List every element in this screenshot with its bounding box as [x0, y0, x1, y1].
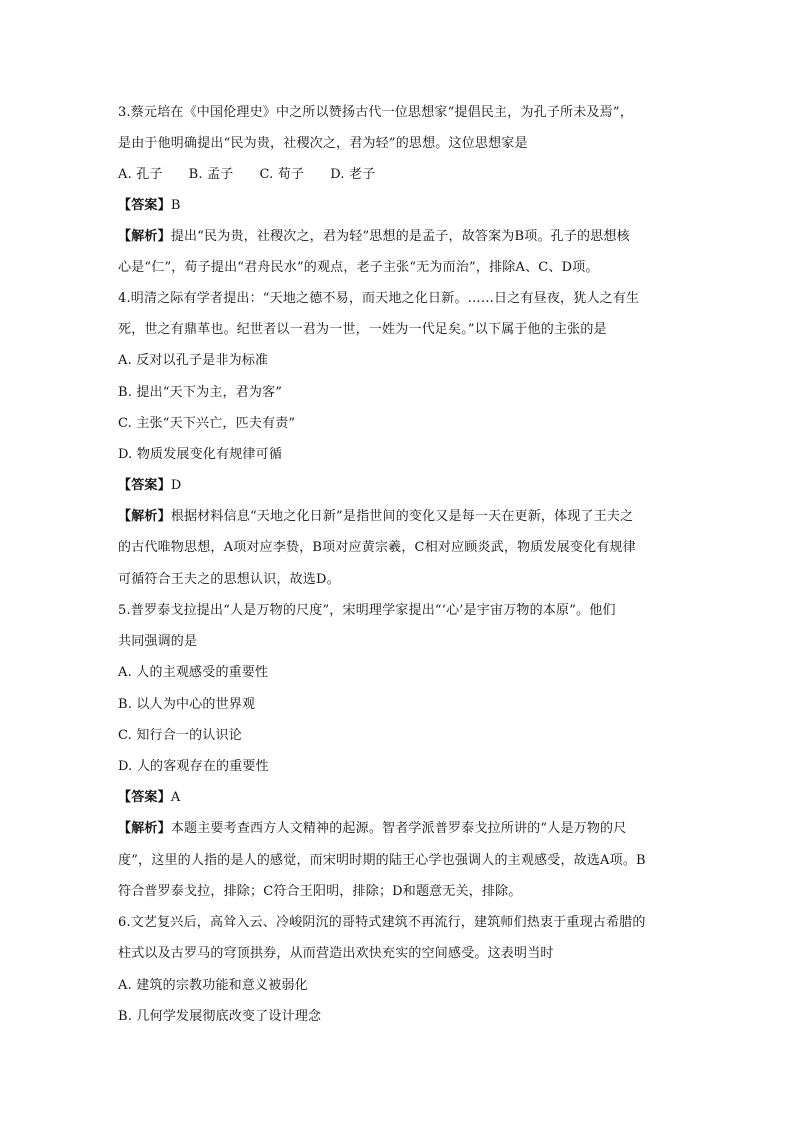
- q4-analysis-line-3: 可循符合王夫之的思想认识，故选D。: [118, 572, 340, 587]
- q4-analysis-tag: 【解析】: [118, 509, 171, 524]
- q6-option-b: B. 几何学发展彻底改变了设计理念: [118, 1009, 322, 1024]
- q5-stem-line-2: 共同强调的是: [118, 634, 198, 649]
- q4-analysis-line-1: [118, 509, 688, 525]
- q5-option-d: D. 人的客观存在的重要性: [118, 759, 269, 774]
- q3-analysis-tag: 【解析】: [118, 229, 171, 244]
- q5-analysis-line-2: 度”，这里的人指的是人的感觉，而宋明时期的陆王心学也强调人的主观感受，故选A项。B: [118, 853, 646, 868]
- q3-option-a: A. 孔子: [118, 167, 163, 182]
- q4-analysis-line-2: 的古代唯物思想，A项对应李贽，B项对应黄宗羲，C相对应顾炎武，物质发展变化有规律: [118, 540, 636, 555]
- q5-option-c: C. 知行合一的认识论: [118, 728, 242, 743]
- q4-analysis-text-1: 根据材料信息“天地之化日新”是指世间的变化又是每一天在更新，体现了王夫之: [170, 509, 634, 524]
- q4-option-c: C. 主张“天下兴亡，匹夫有责”: [118, 416, 296, 431]
- q4-option-a: A. 反对以孔子是非为标准: [118, 353, 269, 368]
- q5-option-a: A. 人的主观感受的重要性: [118, 665, 269, 680]
- q5-stem-line-1: 5.普罗泰戈拉提出“人是万物的尺度”，宋明理学家提出“‘心’是宇宙万物的本原”。他们: [118, 603, 616, 618]
- q3-answer-value: B: [170, 198, 181, 213]
- q3-option-c: C. 荀子: [259, 167, 305, 182]
- q3-analysis-line-1: [118, 229, 688, 245]
- q3-stem-line-1: 3.蔡元培在《中国伦理史》中之所以赞扬古代一位思想家“提倡民主，为孔子所未及焉”，: [118, 105, 633, 120]
- q4-answer-tag: 【答案】: [118, 478, 171, 493]
- q5-answer: [118, 790, 688, 806]
- q3-option-d: D. 老子: [330, 167, 376, 182]
- q6-stem-line-2: 柱式以及古罗马的穹顶拱券，从而营造出欢快充实的空间感受。这表明当时: [118, 946, 554, 961]
- q4-stem-line-2: 死，世之有鼎革也。纪世者以一君为一世，一姓为一代足矣。”以下属于他的主张的是: [118, 322, 607, 337]
- q3-analysis-text-1: 提出“民为贵，社稷次之，君为轻”思想的是孟子，故答案为B项。孔子的思想核: [170, 229, 630, 244]
- q3-stem-line-2: 是由于他明确提出“民为贵，社稷次之，君为轻”的思想。这位思想家是: [118, 136, 528, 151]
- q4-answer: [118, 478, 688, 494]
- q3-answer-tag: 【答案】: [118, 198, 171, 213]
- q5-answer-tag: 【答案】: [118, 790, 171, 805]
- q6-stem-line-1: 6.文艺复兴后，高耸入云、冷峻阴沉的哥特式建筑不再流行，建筑师们热衷于重现古希腊的: [118, 915, 646, 930]
- q5-analysis-text-1: 本题主要考查西方人文精神的起源。智者学派普罗泰戈拉所讲的“人是万物的尺: [170, 821, 627, 836]
- q4-answer-value: D: [170, 478, 182, 493]
- q5-analysis-line-1: [118, 821, 688, 837]
- q5-option-b: B. 以人为中心的世界观: [118, 697, 256, 712]
- q4-stem-line-1: 4.明清之际有学者提出：“天地之德不易，而天地之化日新。……日之有昼夜，犹人之有生: [118, 291, 640, 306]
- q4-option-d: D. 物质发展变化有规律可循: [118, 447, 283, 462]
- q3-answer: [118, 198, 688, 214]
- q5-answer-value: A: [170, 790, 181, 805]
- q3-analysis-line-2: 心是“仁”，荀子提出“君舟民水”的观点，老子主张“无为而治”，排除A、C、D项。: [118, 260, 599, 275]
- q3-options: [118, 167, 688, 183]
- q3-option-b: B. 孟子: [188, 167, 234, 182]
- q5-analysis-line-3: 符合普罗泰戈拉，排除；C符合王阳明，排除；D和题意无关，排除。: [118, 884, 522, 899]
- q6-option-a: A. 建筑的宗教功能和意义被弱化: [118, 978, 308, 993]
- q5-analysis-tag: 【解析】: [118, 821, 171, 836]
- q4-option-b: B. 提出“天下为主，君为客”: [118, 385, 283, 400]
